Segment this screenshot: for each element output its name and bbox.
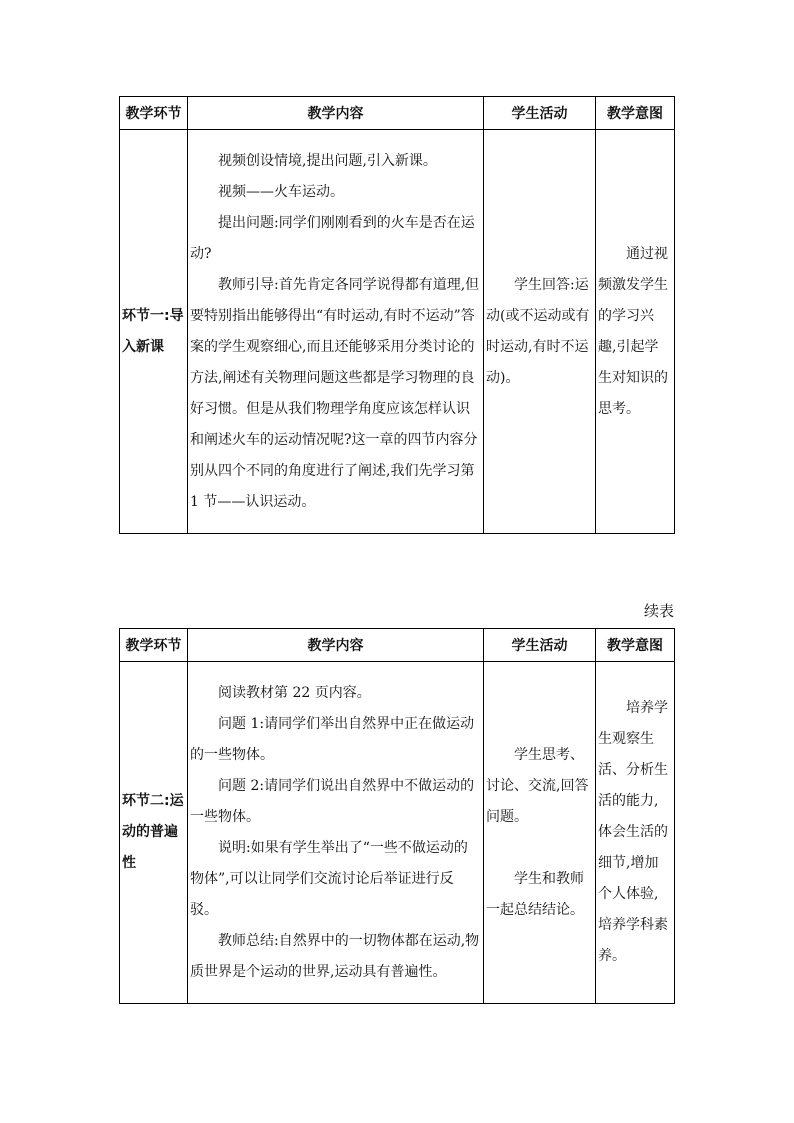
table-row xyxy=(120,662,675,1004)
header-content: 教学内容 xyxy=(188,97,484,130)
content-paragraph: 阅读教材第 22 页内容。 xyxy=(218,684,371,701)
purpose-paragraph: 通过视频激发学生的学习兴趣,引起学生对知识的思考。 xyxy=(598,245,668,417)
content-cell xyxy=(188,662,484,1004)
content-cell xyxy=(188,130,484,534)
content-paragraph: 说明:如果有学生举出了“一些不做运动的物体”,可以让同学们交流讨论后举证进行反驳。 xyxy=(190,839,468,918)
lesson-table-1 xyxy=(119,96,675,534)
header-content: 教学内容 xyxy=(188,629,484,662)
activity-paragraph: 学生回答:运动(或不运动或有时运动,有时不运动)。 xyxy=(486,276,590,386)
continued-label: 续表 xyxy=(643,602,674,620)
header-activity: 学生活动 xyxy=(484,97,596,130)
stage-cell: 环节一:导入新课 xyxy=(120,130,188,534)
lesson-table-2 xyxy=(119,628,675,1004)
activity-paragraph: 学生思考、讨论、交流,回答问题。 xyxy=(486,746,589,825)
header-stage: 教学环节 xyxy=(120,97,188,130)
table-header-row xyxy=(120,629,675,662)
header-activity: 学生活动 xyxy=(484,629,596,662)
table-header-row xyxy=(120,97,675,130)
purpose-cell xyxy=(596,130,675,534)
content-paragraph: 提出问题:同学们刚刚看到的火车是否在运动? xyxy=(190,214,475,262)
content-paragraph: 问题 1:请同学们举出自然界中正在做运动的一些物体。 xyxy=(190,715,475,763)
content-paragraph: 问题 2:请同学们说出自然界中不做运动的一些物体。 xyxy=(190,777,475,825)
content-paragraph: 教师引导:首先肯定各同学说得都有道理,但要特别指出能够得出“有时运动,有时不运动”答案的学生观察细心,而且还能够采用分类讨论的方法,阐述有关物理问题这些都是学习物理的良好习惯。但是从我们物理学角度应该怎样认识和阐述火车的运动情况呢?这一章的四节内容分别从四个不同的角度进行了阐述,我们先学习第 1 节——认识运动。 xyxy=(190,276,480,510)
content-paragraph: 教师总结:自然界中的一切物体都在运动,物质世界是个运动的世界,运动具有普遍性。 xyxy=(190,932,480,980)
purpose-cell xyxy=(596,662,675,1004)
stage-cell: 环节二:运动的普遍性 xyxy=(120,662,188,1004)
activity-cell xyxy=(484,130,596,534)
header-purpose: 教学意图 xyxy=(596,629,675,662)
purpose-paragraph: 培养学生观察生活、分析生活的能力,体会生活的细节,增加个人体验,培养学科素养。 xyxy=(598,700,668,964)
header-stage: 教学环节 xyxy=(120,629,188,662)
content-paragraph: 视频创设情境,提出问题,引入新课。 xyxy=(218,152,437,169)
activity-paragraph: 学生和教师一起总结结论。 xyxy=(486,870,584,918)
header-purpose: 教学意图 xyxy=(596,97,675,130)
content-paragraph: 视频——火车运动。 xyxy=(218,183,344,200)
activity-cell xyxy=(484,662,596,1004)
table-row xyxy=(120,130,675,534)
